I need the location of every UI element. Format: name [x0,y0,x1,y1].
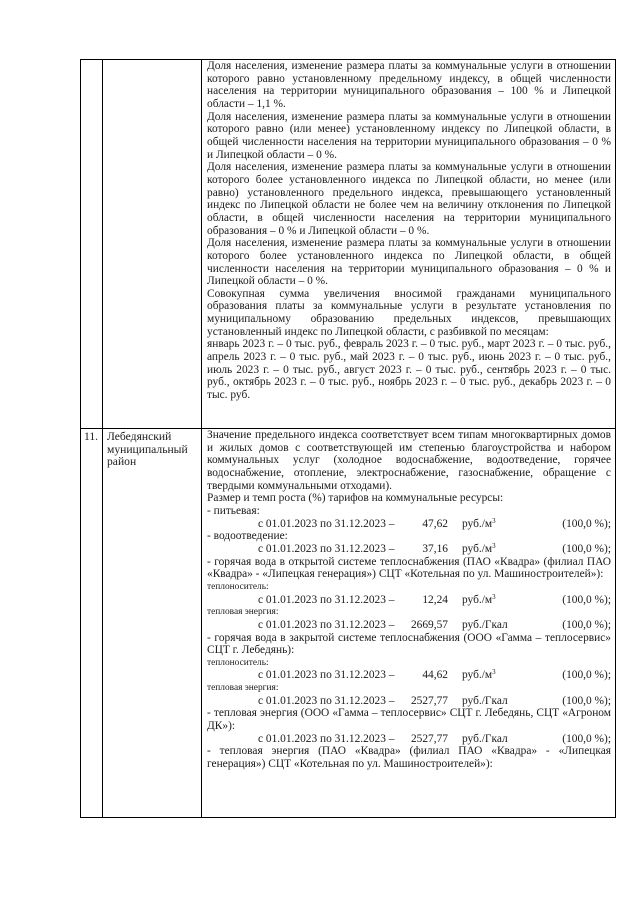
resource-label: - тепловая энергия (ООО «Гамма – теплосервис» СЦТ г. Лебедянь, СЦТ «Агроном ДК»): [207,707,611,733]
tariff-unit-wrap [462,695,522,708]
unit-superscript: 3 [492,541,496,550]
row-number-cell [81,429,103,818]
tariff-period: с 01.01.2023 по 31.12.2023 – [258,732,395,745]
table-row-continuation [81,60,616,429]
resource-label: - водоотведение: [207,530,288,543]
tariff-period: с 01.01.2023 по 31.12.2023 – [258,542,395,555]
tariff-growth-percent: (100,0 %); [562,669,611,682]
tariff-unit-wrap [462,594,522,607]
monthly-breakdown-paragraph: январь 2023 г. – 0 тыс. руб., февраль 2023 г. – 0 тыс. руб., март 2023 г. – 0 тыс. руб., апрель 2023 г. – 0 тыс. руб., май 2023 г. – 0 тыс. руб., июнь 2023 г. – 0 тыс. руб., июль 2023 г. – 0 тыс. руб., август 2023 г. – 0 тыс. руб., сентябрь 2023 г. – 0 тыс. руб., октябрь 2023 г. – 0 тыс. руб., ноябрь 2023 г. – 0 тыс. руб., декабрь 2023 г. – 0 тыс. руб. [207,338,611,402]
district-cell [103,429,202,818]
tariff-rate-line [207,669,611,682]
tariff-rate-line [207,733,611,746]
total-increase-paragraph: Совокупная сумма увеличения вносимой гражданами муниципального образования платы за коммунальные услуги в результате установления по муниципальному образованию предельных индексов, превышающих установленный индекс по Липецкой области, с разбивкой по месяцам: [207,287,611,338]
tariff-period: с 01.01.2023 по 31.12.2023 – [258,669,395,682]
tariff-value: 2527,77 [410,694,448,707]
resource-label: - горячая вода в открытой системе теплоснабжения (ПАО «Квадра» (филиал ПАО «Квадра» - «Липецкая генерация») СЦТ «Котельная по ул. Машиностроителей»): [207,555,611,581]
resource-label: - горячая вода в закрытой системе теплоснабжения (ООО «Гамма – теплосервис» СЦТ г. Лебедянь): [207,631,611,657]
district-name: Лебедянский муниципальный район [107,430,188,469]
tariff-growth-percent: (100,0 %); [562,694,611,707]
unit-superscript: 3 [492,668,496,677]
tariff-list [207,505,611,771]
district-cell [103,60,202,429]
tariff-unit-wrap [462,619,522,632]
tariff-rate-line [207,594,611,607]
tariff-growth-percent: (100,0 %); [562,517,611,530]
row-number-cell [81,60,103,429]
tariff-rate-line [207,619,611,632]
tariff-rate-line [207,543,611,556]
tariff-growth-percent: (100,0 %); [562,618,611,631]
tariff-period: с 01.01.2023 по 31.12.2023 – [258,618,395,631]
row-number [81,60,102,62]
tariff-unit: руб./Гкал [462,694,508,707]
district-name [103,60,201,62]
description-cell [202,429,616,818]
share-above-regional-paragraph: Доля населения, изменение размера платы за коммунальные услуги в отношении которого более установленного индекса по Липецкой области, в общей численности населения на территории муниципального образования – 0 % и Липецкой области – 0 %. [207,237,611,288]
tariff-value: 44,62 [422,669,448,682]
share-below-regional-paragraph: Доля населения, изменение размера платы за коммунальные услуги в отношении которого равно (или менее) установленному индексу по Липецкой области, в общей численности населения на территории муниципального образования – 0 % и Липецкой области – 0 %. [207,110,611,161]
unit-superscript: 3 [492,592,496,601]
resource-sublabel: тепловая энергия: [207,683,279,694]
indices-table [80,59,616,818]
tariff-growth-percent: (100,0 %); [562,593,611,606]
tariff-unit: руб./м [462,593,493,606]
tariff-unit-wrap [462,543,522,556]
tariff-rate-line [207,695,611,708]
tariff-period: с 01.01.2023 по 31.12.2023 – [258,694,395,707]
tariff-unit: руб./Гкал [462,618,508,631]
tariff-growth-percent: (100,0 %); [562,542,611,555]
share-equal-limit-paragraph: Доля населения, изменение размера платы за коммунальные услуги в отношении которого равно установленному предельному индексу, в общей численности населения на территории муниципального образования – 100 % и Липецкой области – 1,1 %. [207,60,611,110]
resource-sublabel: теплоноситель: [207,581,269,592]
tariff-value: 37,16 [422,542,448,555]
tariff-period: с 01.01.2023 по 31.12.2023 – [258,517,395,530]
tariff-growth-percent: (100,0 %); [562,732,611,745]
tariff-rate-line [207,518,611,531]
resource-sublabel: теплоноситель: [207,657,269,668]
tariff-value: 47,62 [422,517,448,530]
tariff-unit: руб./Гкал [462,732,508,745]
resource-label: - тепловая энергия (ПАО «Квадра» (филиал ПАО «Квадра» - «Липецкая генерация») СЦТ «Котельная по ул. Машиностроителей»): [207,745,611,771]
tariff-value: 2527,77 [410,732,448,745]
unit-superscript: 3 [492,516,496,525]
tariff-value: 12,24 [422,593,448,606]
tariff-unit: руб./м [462,542,493,555]
resource-sublabel: тепловая энергия: [207,607,279,618]
share-between-indices-paragraph: Доля населения, изменение размера платы за коммунальные услуги в отношении которого более установленного индекса по Липецкой области, но менее (или равно) установленного предельного индекса, превышающего установленный индекс по Липецкой области не более чем на величину отклонения по Липецкой области, в общей численности населения на территории муниципального образования – 0 % и Липецкой области – 0 %. [207,161,611,237]
tariff-unit-wrap [462,669,522,682]
intro-paragraph: Значение предельного индекса соответствует всем типам многоквартирных домов и жилых домов с соответствующей им степенью благоустройства и набором коммунальных услуг (холодное водоснабжение, водоотведение, горячее водоснабжение, отопление, электроснабжение, газоснабжение, обращение с твердыми коммунальными отходами). [207,429,611,492]
tariff-unit: руб./м [462,669,493,682]
description-cell [202,60,616,429]
tariff-period: с 01.01.2023 по 31.12.2023 – [258,593,395,606]
table-row-lebedyansky [81,429,616,818]
tariff-unit-wrap [462,733,522,746]
tariff-value: 2669,57 [410,618,448,631]
tariff-unit: руб./м [462,517,493,530]
row-number: 11. [84,430,99,443]
tariffs-header: Размер и темп роста (%) тарифов на коммунальные ресурсы: [207,492,504,505]
resource-label: - питьевая: [207,504,260,517]
tariff-unit-wrap [462,518,522,531]
